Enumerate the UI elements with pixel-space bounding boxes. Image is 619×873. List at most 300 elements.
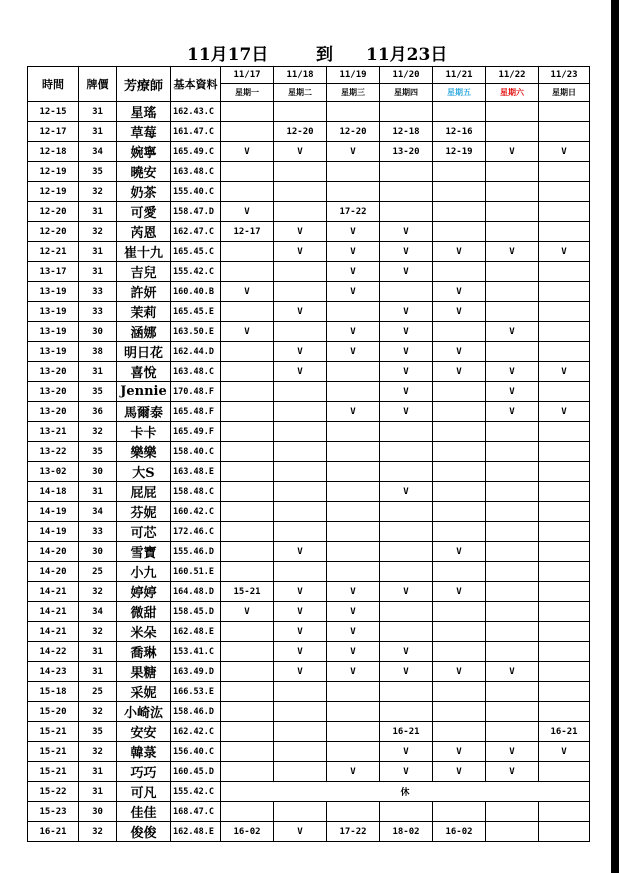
schedule-cell [274, 262, 327, 282]
schedule-cell: V [327, 662, 380, 682]
time-cell: 15-21 [28, 742, 79, 762]
schedule-cell [486, 482, 539, 502]
table-row [28, 482, 590, 502]
schedule-cell: V [380, 302, 433, 322]
schedule-cell [221, 442, 274, 462]
table-row [28, 782, 590, 802]
name-cell: 米朵 [117, 622, 171, 642]
price-cell: 33 [79, 302, 117, 322]
name-cell: 曉安 [117, 162, 171, 182]
schedule-cell [221, 382, 274, 402]
name-cell: 卡卡 [117, 422, 171, 442]
right-edge-bar [611, 0, 619, 873]
schedule-cell: V [380, 342, 433, 362]
name-cell: 茉莉 [117, 302, 171, 322]
time-cell: 12-20 [28, 222, 79, 242]
price-cell: 34 [79, 602, 117, 622]
name-cell: 屁屁 [117, 482, 171, 502]
table-row [28, 162, 590, 182]
schedule-cell: V [274, 662, 327, 682]
schedule-cell [327, 802, 380, 822]
time-cell: 14-21 [28, 582, 79, 602]
price-cell: 30 [79, 542, 117, 562]
schedule-cell [380, 202, 433, 222]
info-cell: 163.48.E [171, 462, 221, 482]
header-weekday: 星期六 [486, 83, 539, 101]
name-cell: 涵娜 [117, 322, 171, 342]
schedule-cell: V [539, 742, 590, 762]
name-cell: 可凡 [117, 782, 171, 802]
schedule-cell: 15-21 [221, 582, 274, 602]
info-cell: 162.44.D [171, 342, 221, 362]
schedule-cell [539, 562, 590, 582]
schedule-cell [327, 422, 380, 442]
name-cell: 俊俊 [117, 822, 171, 842]
table-row [28, 382, 590, 402]
table-row [28, 522, 590, 542]
info-cell: 162.42.C [171, 722, 221, 742]
schedule-cell: V [274, 642, 327, 662]
schedule-cell [486, 622, 539, 642]
schedule-cell: V [486, 402, 539, 422]
schedule-cell [327, 482, 380, 502]
title-start-date: 11月17日 [187, 45, 269, 65]
price-cell: 33 [79, 522, 117, 542]
schedule-cell: V [539, 402, 590, 422]
schedule-cell [539, 762, 590, 782]
schedule-cell: V [486, 322, 539, 342]
schedule-cell [327, 542, 380, 562]
schedule-cell: V [380, 582, 433, 602]
time-cell: 13-17 [28, 262, 79, 282]
name-cell: 可愛 [117, 202, 171, 222]
schedule-cell [221, 422, 274, 442]
rest-cell: 休 [221, 782, 590, 802]
title-end-date: 11月23日 [366, 45, 448, 65]
schedule-cell: V [539, 242, 590, 262]
price-cell: 30 [79, 802, 117, 822]
schedule-cell [433, 702, 486, 722]
schedule-cell: V [327, 322, 380, 342]
schedule-cell [327, 382, 380, 402]
time-cell: 15-21 [28, 762, 79, 782]
table-row [28, 262, 590, 282]
table-row [28, 242, 590, 262]
schedule-cell [327, 442, 380, 462]
schedule-cell [327, 702, 380, 722]
schedule-cell [327, 722, 380, 742]
schedule-cell [433, 802, 486, 822]
price-cell: 32 [79, 742, 117, 762]
schedule-cell [327, 742, 380, 762]
schedule-cell [539, 642, 590, 662]
schedule-cell [486, 702, 539, 722]
schedule-cell: V [221, 202, 274, 222]
schedule-cell [380, 522, 433, 542]
schedule-cell [486, 122, 539, 142]
schedule-cell: V [380, 242, 433, 262]
name-cell: 雪寶 [117, 542, 171, 562]
schedule-cell: V [380, 742, 433, 762]
time-cell: 13-19 [28, 342, 79, 362]
price-cell: 31 [79, 362, 117, 382]
time-cell: 14-20 [28, 542, 79, 562]
table-row [28, 822, 590, 842]
schedule-cell: V [274, 222, 327, 242]
schedule-cell [221, 402, 274, 422]
table-row [28, 282, 590, 302]
schedule-cell [539, 102, 590, 122]
price-cell: 31 [79, 662, 117, 682]
schedule-cell [433, 202, 486, 222]
schedule-cell [221, 182, 274, 202]
time-cell: 12-19 [28, 162, 79, 182]
schedule-cell [486, 682, 539, 702]
info-cell: 155.40.C [171, 182, 221, 202]
table-row [28, 122, 590, 142]
schedule-cell [221, 462, 274, 482]
schedule-cell [433, 562, 486, 582]
name-cell: 樂樂 [117, 442, 171, 462]
schedule-cell [486, 822, 539, 842]
name-cell: 草莓 [117, 122, 171, 142]
price-cell: 31 [79, 762, 117, 782]
schedule-cell [327, 162, 380, 182]
price-cell: 36 [79, 402, 117, 422]
schedule-cell: V [486, 742, 539, 762]
schedule-cell [274, 702, 327, 722]
schedule-cell: V [380, 482, 433, 502]
schedule-body [28, 102, 590, 842]
schedule-cell [539, 282, 590, 302]
table-row [28, 182, 590, 202]
schedule-cell [221, 102, 274, 122]
info-cell: 158.47.D [171, 202, 221, 222]
schedule-cell [433, 442, 486, 462]
time-cell: 15-23 [28, 802, 79, 822]
schedule-cell: V [274, 242, 327, 262]
name-cell: 婷婷 [117, 582, 171, 602]
schedule-cell [274, 762, 327, 782]
schedule-cell: V [274, 142, 327, 162]
schedule-cell [274, 102, 327, 122]
name-cell: 婉寧 [117, 142, 171, 162]
header-weekday: 星期日 [539, 83, 590, 101]
schedule-cell [486, 462, 539, 482]
price-cell: 32 [79, 222, 117, 242]
schedule-cell [539, 602, 590, 622]
schedule-cell: V [380, 382, 433, 402]
schedule-cell: 16-21 [380, 722, 433, 742]
schedule-cell [380, 562, 433, 582]
schedule-cell: V [274, 342, 327, 362]
schedule-cell [486, 162, 539, 182]
header-date: 11/22 [486, 67, 539, 84]
schedule-cell: 18-02 [380, 822, 433, 842]
schedule-cell [221, 242, 274, 262]
schedule-cell: 16-02 [433, 822, 486, 842]
schedule-cell [327, 362, 380, 382]
name-cell: 大S [117, 462, 171, 482]
schedule-cell: V [327, 282, 380, 302]
schedule-cell [539, 802, 590, 822]
schedule-cell [433, 522, 486, 542]
schedule-cell [274, 182, 327, 202]
schedule-cell [274, 402, 327, 422]
time-cell: 16-21 [28, 822, 79, 842]
schedule-cell [486, 302, 539, 322]
schedule-cell: V [380, 222, 433, 242]
schedule-cell: V [274, 822, 327, 842]
schedule-cell [486, 562, 539, 582]
name-cell: 芬妮 [117, 502, 171, 522]
schedule-cell [274, 802, 327, 822]
schedule-cell [327, 102, 380, 122]
table-row [28, 582, 590, 602]
info-cell: 162.43.C [171, 102, 221, 122]
schedule-cell: 17-22 [327, 822, 380, 842]
table-row [28, 202, 590, 222]
schedule-cell: V [539, 142, 590, 162]
schedule-cell [274, 382, 327, 402]
schedule-cell: V [486, 382, 539, 402]
schedule-cell [380, 182, 433, 202]
schedule-cell [380, 702, 433, 722]
info-cell: 165.49.C [171, 142, 221, 162]
info-cell: 162.48.E [171, 822, 221, 842]
price-cell: 35 [79, 382, 117, 402]
schedule-cell: V [327, 582, 380, 602]
time-cell: 15-22 [28, 782, 79, 802]
price-cell: 30 [79, 462, 117, 482]
name-cell: 崔十九 [117, 242, 171, 262]
schedule-cell: V [433, 362, 486, 382]
schedule-cell [539, 822, 590, 842]
info-cell: 165.45.C [171, 242, 221, 262]
header-weekday: 星期二 [274, 83, 327, 101]
price-cell: 32 [79, 822, 117, 842]
price-cell: 38 [79, 342, 117, 362]
schedule-cell: 17-22 [327, 202, 380, 222]
info-cell: 162.48.E [171, 622, 221, 642]
time-cell: 12-17 [28, 122, 79, 142]
schedule-cell [486, 262, 539, 282]
schedule-cell: 16-21 [539, 722, 590, 742]
schedule-cell [539, 442, 590, 462]
header-weekday: 星期四 [380, 83, 433, 101]
name-cell: 奶茶 [117, 182, 171, 202]
schedule-cell [274, 522, 327, 542]
schedule-cell [433, 482, 486, 502]
schedule-cell [221, 562, 274, 582]
schedule-cell: V [486, 242, 539, 262]
schedule-cell: 12-18 [380, 122, 433, 142]
info-cell: 170.48.F [171, 382, 221, 402]
time-cell: 15-20 [28, 702, 79, 722]
time-cell: 12-20 [28, 202, 79, 222]
schedule-cell [380, 422, 433, 442]
price-cell: 31 [79, 242, 117, 262]
name-cell: 喬琳 [117, 642, 171, 662]
schedule-cell [433, 262, 486, 282]
header-date: 11/18 [274, 67, 327, 84]
schedule-cell [539, 342, 590, 362]
price-cell: 31 [79, 202, 117, 222]
schedule-cell [486, 602, 539, 622]
price-cell: 32 [79, 182, 117, 202]
schedule-cell [433, 162, 486, 182]
schedule-cell [433, 182, 486, 202]
schedule-cell [433, 422, 486, 442]
schedule-cell: V [274, 362, 327, 382]
schedule-cell: V [327, 762, 380, 782]
name-cell: 巧巧 [117, 762, 171, 782]
schedule-cell [327, 682, 380, 702]
schedule-cell: V [380, 642, 433, 662]
schedule-cell: V [327, 262, 380, 282]
table-row [28, 602, 590, 622]
table-row [28, 542, 590, 562]
name-cell: 佳佳 [117, 802, 171, 822]
schedule-cell [433, 322, 486, 342]
info-cell: 162.47.C [171, 222, 221, 242]
schedule-cell: 12-20 [327, 122, 380, 142]
price-cell: 32 [79, 582, 117, 602]
info-cell: 155.46.D [171, 542, 221, 562]
price-cell: 34 [79, 142, 117, 162]
time-cell: 13-20 [28, 382, 79, 402]
schedule-cell [486, 102, 539, 122]
table-row [28, 562, 590, 582]
info-cell: 163.49.D [171, 662, 221, 682]
schedule-cell: V [327, 622, 380, 642]
schedule-cell [221, 702, 274, 722]
schedule-cell: V [486, 762, 539, 782]
schedule-cell [539, 662, 590, 682]
schedule-cell [380, 282, 433, 302]
schedule-cell [380, 802, 433, 822]
time-cell: 12-18 [28, 142, 79, 162]
name-cell: 可芯 [117, 522, 171, 542]
price-cell: 31 [79, 262, 117, 282]
header-weekday: 星期五 [433, 83, 486, 101]
schedule-cell [539, 682, 590, 702]
name-cell: 芮恩 [117, 222, 171, 242]
schedule-cell: V [221, 602, 274, 622]
schedule-cell [380, 442, 433, 462]
info-cell: 165.48.F [171, 402, 221, 422]
schedule-cell [539, 702, 590, 722]
schedule-cell: V [327, 642, 380, 662]
table-row [28, 682, 590, 702]
header-time: 時間 [28, 67, 79, 102]
schedule-cell [433, 682, 486, 702]
schedule-cell: V [274, 602, 327, 622]
schedule-cell [274, 422, 327, 442]
schedule-cell: V [380, 362, 433, 382]
title-to: 到 [316, 45, 333, 65]
table-row [28, 502, 590, 522]
schedule-cell [539, 382, 590, 402]
schedule-cell: V [433, 542, 486, 562]
info-cell: 165.45.E [171, 302, 221, 322]
name-cell: 微甜 [117, 602, 171, 622]
info-cell: 166.53.E [171, 682, 221, 702]
schedule-cell [327, 502, 380, 522]
schedule-cell [274, 502, 327, 522]
schedule-cell: V [274, 582, 327, 602]
schedule-cell: V [380, 402, 433, 422]
schedule-cell [433, 502, 486, 522]
time-cell: 14-19 [28, 522, 79, 542]
price-cell: 25 [79, 682, 117, 702]
price-cell: 35 [79, 162, 117, 182]
name-cell: 許妍 [117, 282, 171, 302]
schedule-cell: V [327, 222, 380, 242]
schedule-cell: V [380, 662, 433, 682]
table-row [28, 222, 590, 242]
table-row [28, 762, 590, 782]
schedule-cell [221, 122, 274, 142]
price-cell: 25 [79, 562, 117, 582]
time-cell: 12-15 [28, 102, 79, 122]
schedule-cell: V [433, 242, 486, 262]
name-cell: 采妮 [117, 682, 171, 702]
schedule-cell [221, 362, 274, 382]
schedule-cell [274, 722, 327, 742]
time-cell: 12-19 [28, 182, 79, 202]
price-cell: 31 [79, 482, 117, 502]
table-row [28, 442, 590, 462]
schedule-cell: 12-20 [274, 122, 327, 142]
schedule-cell: V [327, 142, 380, 162]
schedule-cell [221, 262, 274, 282]
price-cell: 30 [79, 322, 117, 342]
schedule-cell [274, 162, 327, 182]
schedule-cell [274, 322, 327, 342]
price-cell: 31 [79, 642, 117, 662]
time-cell: 14-21 [28, 622, 79, 642]
info-cell: 158.40.C [171, 442, 221, 462]
schedule-cell [380, 102, 433, 122]
schedule-cell [380, 462, 433, 482]
table-row [28, 722, 590, 742]
schedule-cell [539, 202, 590, 222]
header-weekday: 星期三 [327, 83, 380, 101]
schedule-cell [539, 622, 590, 642]
schedule-cell: V [433, 662, 486, 682]
header-weekday: 星期一 [221, 83, 274, 101]
header-name: 芳療師 [117, 67, 171, 102]
info-cell: 156.40.C [171, 742, 221, 762]
info-cell: 153.41.C [171, 642, 221, 662]
price-cell: 32 [79, 422, 117, 442]
schedule-cell [327, 462, 380, 482]
time-cell: 12-21 [28, 242, 79, 262]
info-cell: 161.47.C [171, 122, 221, 142]
schedule-cell: V [433, 582, 486, 602]
schedule-cell: V [380, 322, 433, 342]
time-cell: 14-23 [28, 662, 79, 682]
table-row [28, 642, 590, 662]
name-cell: 馬爾泰 [117, 402, 171, 422]
schedule-cell [221, 722, 274, 742]
time-cell: 14-20 [28, 562, 79, 582]
info-cell: 160.42.C [171, 502, 221, 522]
header-date: 11/21 [433, 67, 486, 84]
time-cell: 14-18 [28, 482, 79, 502]
name-cell: 小崎汯 [117, 702, 171, 722]
